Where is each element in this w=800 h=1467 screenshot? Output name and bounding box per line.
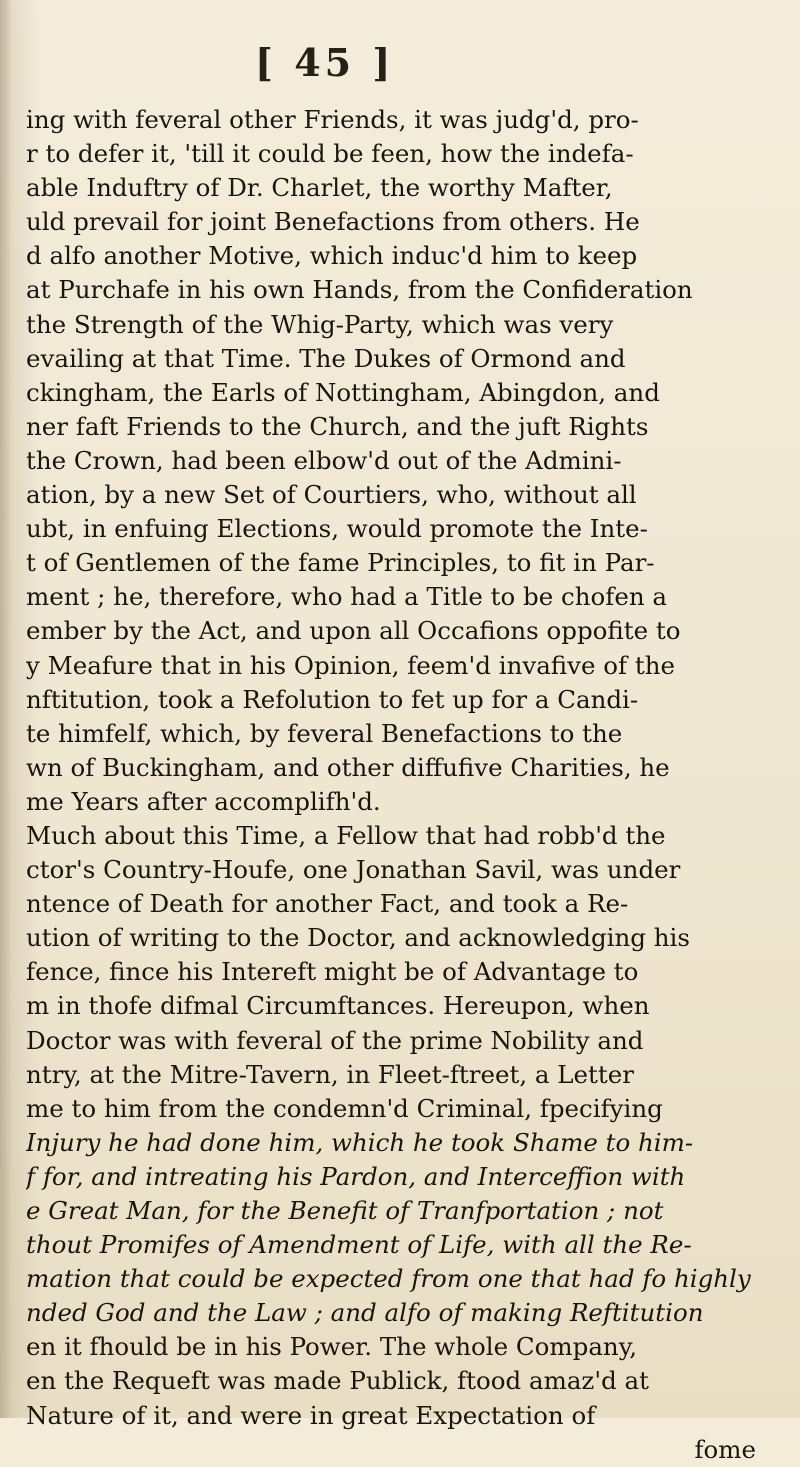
text-line: wn of Buckingham, and other diffufive Charities, he [26,752,670,782]
text-line: en it fhould be in his Power. The whole Company, [26,1332,638,1362]
text-line: ctor's Country-Houfe, one Jonathan Savil, was under [26,855,681,885]
text-line: thout Promifes of Amendment of Life, with all the Re- [26,1230,692,1260]
text-line: Injury he had done him, which he took Shame to him- [26,1127,694,1157]
text-line: d alfo another Motive, which induc'd him to keep [26,241,638,271]
text-line: Doctor was with feveral of the prime Nobility and [26,1025,644,1055]
text-line: fence, fince his Intereft might be of Advantage to [26,957,639,987]
text-line: the Strength of the Whig-Party, which was very [26,309,614,339]
text-line: ntry, at the Mitre-Tavern, in Fleet-ftreet, a Letter [26,1059,634,1089]
catchword: fome [694,1434,756,1464]
text-line: uld prevail for joint Benefactions from others. He [26,207,640,237]
text-line: en the Requeft was made Publick, ftood amaz'd at [26,1366,649,1396]
text-line: Much about this Time, a Fellow that had robb'd the [26,820,666,850]
text-line: ing with feveral other Friends, it was judg'd, pro- [26,105,639,134]
page-gutter-shadow [0,0,12,1418]
text-line: m in thofe difmal Circumftances. Hereupon, when [26,991,650,1021]
page-number-header: [ 45 ] [255,40,395,85]
text-line: r to defer it, 'till it could be feen, how the indefa- [26,139,634,169]
text-line: nded God and the Law ; and alfo of making Reftitution [26,1298,704,1328]
text-line: e Great Man, for the Benefit of Tranfportation ; not [26,1196,664,1225]
text-line: t of Gentlemen of the fame Principles, to fit in Par- [26,548,655,578]
text-line: ember by the Act, and upon all Occafions oppofite to [26,616,681,646]
text-line: ution of writing to the Doctor, and acknowledging his [26,923,690,953]
text-line: ckingham, the Earls of Nottingham, Abingdon, and [26,377,660,407]
text-line: ubt, in enfuing Elections, would promote the Inte- [26,514,648,544]
text-line: the Crown, had been elbow'd out of the Admini- [26,445,622,475]
text-line: f for, and intreating his Pardon, and Interceffion with [26,1161,686,1191]
text-line: ation, by a new Set of Courtiers, who, without all [26,480,637,510]
text-line: able Induftry of Dr. Charlet, the worthy Mafter, [26,173,613,203]
body-text [26,103,786,1467]
text-line: y Meafure that in his Opinion, feem'd invafive of the [26,650,675,680]
text-line: te himfelf, which, by feveral Benefactions to the [26,718,623,748]
text-line: mation that could be expected from one that had fo highly [26,1264,751,1294]
text-line: at Purchafe in his own Hands, from the Confideration [26,275,693,305]
text-line: ntence of Death for another Fact, and took a Re- [26,889,629,919]
text-line: Nature of it, and were in great Expectation of [26,1400,596,1430]
text-line: evailing at that Time. The Dukes of Ormond and [26,343,626,373]
text-line: nftitution, took a Refolution to fet up for a Candi- [26,684,639,714]
text-line: ner faft Friends to the Church, and the juft Rights [26,411,649,441]
text-line: me to him from the condemn'd Criminal, fpecifying [26,1093,663,1123]
text-line: me Years after accomplifh'd. [26,786,381,816]
text-line: ment ; he, therefore, who had a Title to be chofen a [26,582,668,612]
